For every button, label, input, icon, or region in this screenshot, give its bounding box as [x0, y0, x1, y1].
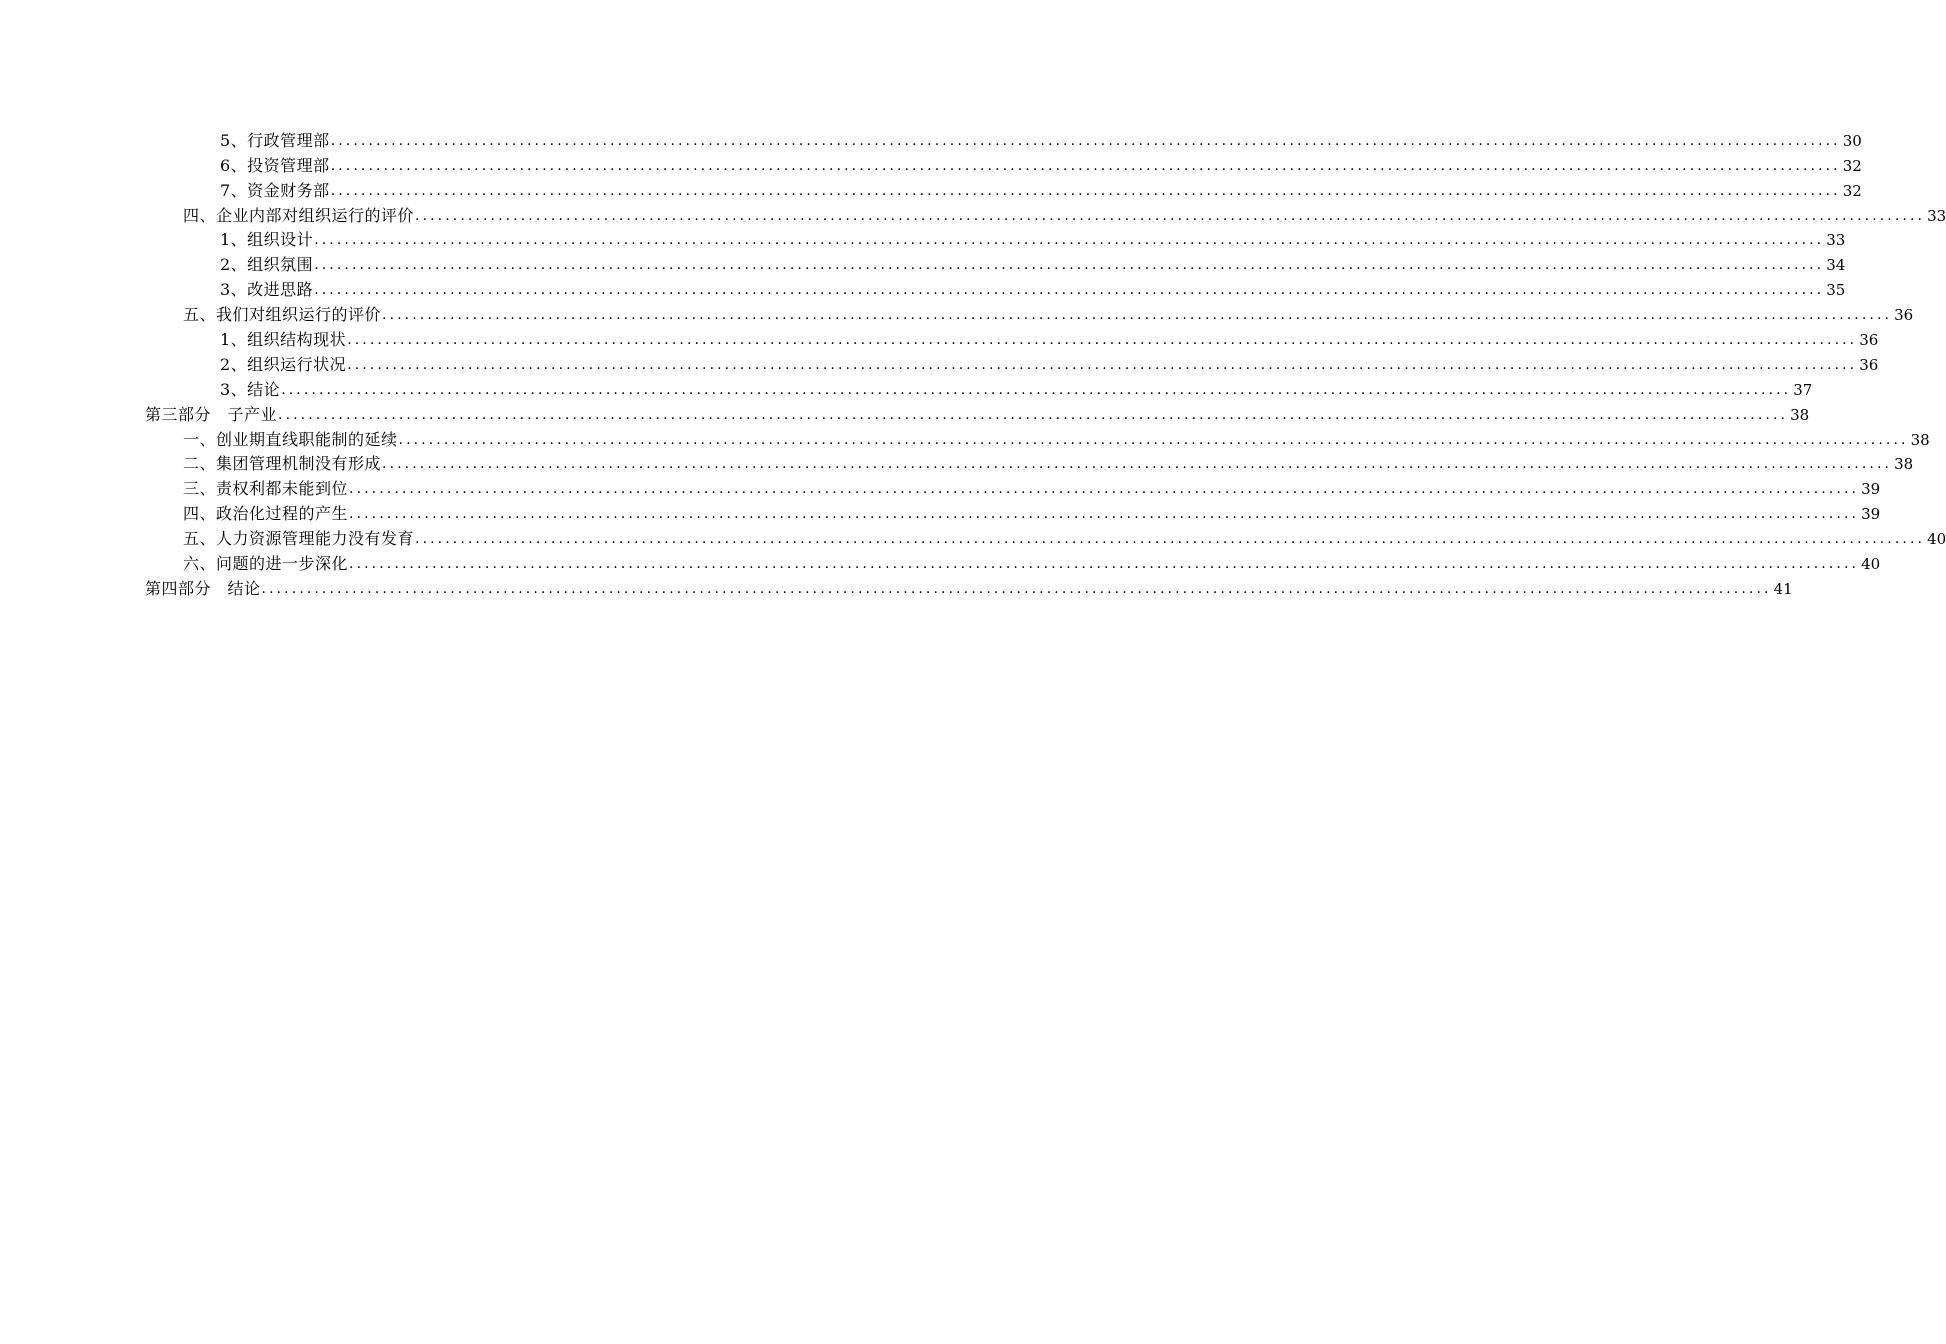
- toc-entry-title: 一、创业期直线职能制的延续: [183, 429, 398, 449]
- table-of-contents: [145, 126, 1946, 599]
- toc-dot-leader: ........................................................................................................................................................................................................: [347, 356, 1858, 373]
- toc-entry[interactable]: [145, 126, 1862, 151]
- toc-entry-page-number: 36: [1859, 331, 1879, 350]
- toc-entry[interactable]: [145, 549, 1881, 574]
- toc-entry-page-number: 32: [1842, 181, 1862, 200]
- toc-dot-leader: ........................................................................................................................................................................................................: [349, 506, 1860, 523]
- toc-dot-leader: ........................................................................................................................................................................................................: [281, 381, 1792, 398]
- toc-entry-title: 五、我们对组织运行的评价: [183, 305, 382, 325]
- toc-entry[interactable]: [145, 574, 1793, 599]
- toc-entry[interactable]: [145, 499, 1881, 524]
- toc-entry[interactable]: [145, 325, 1879, 350]
- toc-entry-page-number: 40: [1927, 530, 1946, 549]
- toc-entry-page-number: 33: [1826, 231, 1846, 250]
- toc-entry-title: 1、组织结构现状: [220, 330, 347, 350]
- toc-entry-page-number: 34: [1826, 256, 1846, 275]
- toc-entry-page-number: 32: [1842, 156, 1862, 175]
- toc-entry[interactable]: [145, 425, 1930, 450]
- toc-entry[interactable]: [145, 151, 1862, 176]
- toc-dot-leader: ........................................................................................................................................................................................................: [349, 481, 1860, 498]
- toc-dot-leader: ........................................................................................................................................................................................................: [330, 182, 1841, 199]
- toc-entry-title: 六、问题的进一步深化: [183, 554, 349, 574]
- toc-entry[interactable]: [145, 226, 1846, 251]
- toc-dot-leader: ........................................................................................................................................................................................................: [415, 531, 1926, 548]
- toc-dot-leader: ........................................................................................................................................................................................................: [382, 456, 1893, 473]
- toc-entry-title: 二、集团管理机制没有形成: [183, 454, 382, 474]
- toc-entry[interactable]: [145, 474, 1881, 499]
- toc-entry-title: 第三部分 子产业: [145, 404, 278, 424]
- toc-dot-leader: ........................................................................................................................................................................................................: [314, 282, 1825, 299]
- toc-entry-page-number: 30: [1842, 131, 1862, 150]
- toc-entry-title: 五、人力资源管理能力没有发育: [183, 529, 415, 549]
- toc-entry[interactable]: [145, 450, 1914, 475]
- toc-dot-leader: ........................................................................................................................................................................................................: [314, 257, 1825, 274]
- toc-entry-page-number: 39: [1861, 480, 1881, 499]
- toc-entry[interactable]: [145, 250, 1846, 275]
- toc-dot-leader: ........................................................................................................................................................................................................: [330, 157, 1841, 174]
- toc-entry-page-number: 38: [1894, 455, 1914, 474]
- toc-entry-title: 四、企业内部对组织运行的评价: [183, 205, 415, 225]
- toc-entry-page-number: 40: [1861, 555, 1881, 574]
- toc-entry-title: 第四部分 结论: [145, 578, 261, 598]
- toc-entry[interactable]: [145, 275, 1846, 300]
- toc-entry-page-number: 35: [1826, 281, 1846, 300]
- toc-dot-leader: ........................................................................................................................................................................................................: [261, 580, 1772, 597]
- toc-dot-leader: ........................................................................................................................................................................................................: [278, 406, 1789, 423]
- toc-entry[interactable]: [145, 176, 1862, 201]
- toc-dot-leader: ........................................................................................................................................................................................................: [349, 556, 1860, 573]
- toc-entry-title: 5、行政管理部: [220, 130, 330, 150]
- toc-entry-title: 7、资金财务部: [220, 180, 330, 200]
- toc-entry[interactable]: [145, 300, 1914, 325]
- toc-entry-page-number: 36: [1859, 355, 1879, 374]
- toc-entry-title: 6、投资管理部: [220, 155, 330, 175]
- toc-entry-title: 3、结论: [220, 379, 281, 399]
- toc-entry[interactable]: [145, 400, 1810, 425]
- toc-dot-leader: ........................................................................................................................................................................................................: [398, 431, 1909, 448]
- toc-entry-page-number: 38: [1790, 405, 1810, 424]
- toc-entry-title: 2、组织氛围: [220, 255, 314, 275]
- toc-entry[interactable]: [145, 201, 1946, 226]
- toc-entry-page-number: 36: [1894, 306, 1914, 325]
- toc-entry-page-number: 37: [1793, 380, 1813, 399]
- toc-dot-leader: ........................................................................................................................................................................................................: [415, 207, 1926, 224]
- toc-entry-title: 1、组织设计: [220, 230, 314, 250]
- toc-dot-leader: ........................................................................................................................................................................................................: [347, 332, 1858, 349]
- toc-entry-page-number: 39: [1861, 505, 1881, 524]
- toc-entry-page-number: 41: [1773, 579, 1793, 598]
- toc-entry[interactable]: [145, 375, 1813, 400]
- toc-entry[interactable]: [145, 350, 1879, 375]
- toc-entry-title: 三、责权利都未能到位: [183, 479, 349, 499]
- toc-dot-leader: ........................................................................................................................................................................................................: [330, 132, 1841, 149]
- toc-entry-title: 四、政治化过程的产生: [183, 504, 349, 524]
- toc-dot-leader: ........................................................................................................................................................................................................: [314, 232, 1825, 249]
- toc-entry[interactable]: [145, 524, 1946, 549]
- toc-entry-page-number: 38: [1910, 430, 1930, 449]
- toc-dot-leader: ........................................................................................................................................................................................................: [382, 307, 1893, 324]
- toc-entry-title: 3、改进思路: [220, 280, 314, 300]
- toc-entry-page-number: 33: [1927, 206, 1946, 225]
- toc-entry-title: 2、组织运行状况: [220, 354, 347, 374]
